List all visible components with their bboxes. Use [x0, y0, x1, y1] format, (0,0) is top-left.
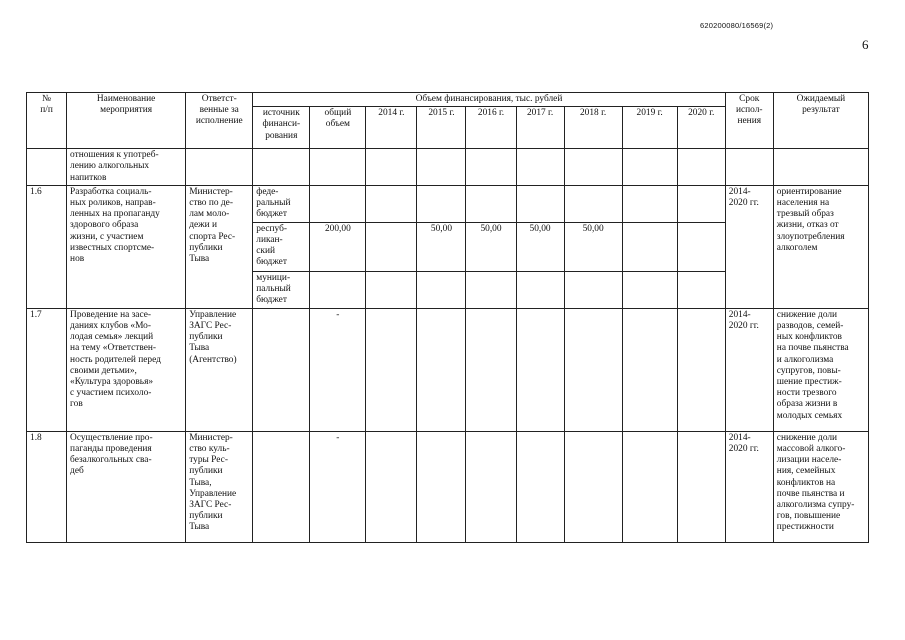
source-federal: феде- ральный бюджет — [253, 185, 310, 222]
header-year-2016: 2016 г. — [466, 107, 516, 149]
row-responsible: Министер- ство по де- лам моло- дежи и спорта Рес- публики Тыва — [186, 185, 253, 308]
header-deadline: Срок испол- нения — [725, 93, 773, 149]
year-cell — [677, 222, 725, 271]
table-row-1-6 — [27, 185, 869, 222]
row-result: снижение доли массовой алкого- лизации населе- ния, семейных конфликтов на почве пьянства и алкоголизма супру- гов, повышение престижности — [773, 431, 868, 542]
total-cell: - — [310, 431, 366, 542]
row-responsible: Министер- ство куль- туры Рес- публики Тыва, Управление ЗАГС Рес- публики Тыва — [186, 431, 253, 542]
header-year-2020: 2020 г. — [677, 107, 725, 149]
source-republic: респуб- ликан- ский бюджет — [253, 222, 310, 271]
continuation-name: отношения к употреб- лению алкогольных напитков — [67, 149, 186, 186]
header-year-2019: 2019 г. — [622, 107, 677, 149]
row-name: Осуществление про- паганды проведения безалкогольных сва- деб — [67, 431, 186, 542]
year-cell: 50,00 — [466, 222, 516, 271]
row-number: 1.8 — [27, 431, 67, 542]
header-year-2014: 2014 г. — [366, 107, 417, 149]
row-number: 1.6 — [27, 185, 67, 308]
row-deadline: 2014- 2020 гг. — [725, 308, 773, 431]
row-deadline: 2014- 2020 гг. — [725, 431, 773, 542]
row-result: ориентирование населения на трезвый образ жизни, отказ от злоупотребления алкоголем — [773, 185, 868, 308]
total-cell — [310, 271, 366, 308]
table-row-1-7 — [27, 308, 869, 431]
row-number: 1.7 — [27, 308, 67, 431]
table-row-1-8 — [27, 431, 869, 542]
page-number: 6 — [862, 37, 869, 52]
year-cell — [366, 222, 417, 271]
year-cell: 50,00 — [564, 222, 622, 271]
row-result: снижение доли разводов, семей- ных конфликтов на почве пьянства и алкоголизма супругов, повы- шение престиж- ности трезвого образа жизни в молодых семьях — [773, 308, 868, 431]
total-cell: 200,00 — [310, 222, 366, 271]
table-row-continuation — [27, 149, 869, 186]
header-result: Ожидаемый результат — [773, 93, 868, 149]
header-year-2017: 2017 г. — [516, 107, 564, 149]
year-cell: 50,00 — [516, 222, 564, 271]
header-num: № п/п — [27, 93, 67, 149]
row-deadline: 2014- 2020 гг. — [725, 185, 773, 308]
document-id: 620200080/16569(2) — [700, 21, 774, 30]
header-year-2018: 2018 г. — [564, 107, 622, 149]
funding-table — [26, 92, 869, 543]
header-year-2015: 2015 г. — [417, 107, 466, 149]
total-cell — [310, 185, 366, 222]
year-cell: 50,00 — [417, 222, 466, 271]
row-name: Проведение на засе- даниях клубов «Мо- лодая семья» лекций на тему «Ответствен- ность родителей перед своими детьми», «Культура здоровья» с участием психоло- гов — [67, 308, 186, 431]
source-municipal: муници- пальный бюджет — [253, 271, 310, 308]
header-name: Наименование мероприятия — [67, 93, 186, 149]
total-cell: - — [310, 308, 366, 431]
header-row-1 — [27, 93, 869, 107]
header-total: общий объем — [310, 107, 366, 149]
year-cell — [622, 222, 677, 271]
row-responsible: Управление ЗАГС Рес- публики Тыва (Агентство) — [186, 308, 253, 431]
row-name: Разработка социаль- ных роликов, направ- ленных на пропаганду здорового образа жизни, с участием известных спортсме- нов — [67, 185, 186, 308]
header-funding-title: Объем финансирования, тыс. рублей — [253, 93, 725, 107]
header-responsible: Ответст- венные за исполнение — [186, 93, 253, 149]
header-source: источник финанси- рования — [253, 107, 310, 149]
